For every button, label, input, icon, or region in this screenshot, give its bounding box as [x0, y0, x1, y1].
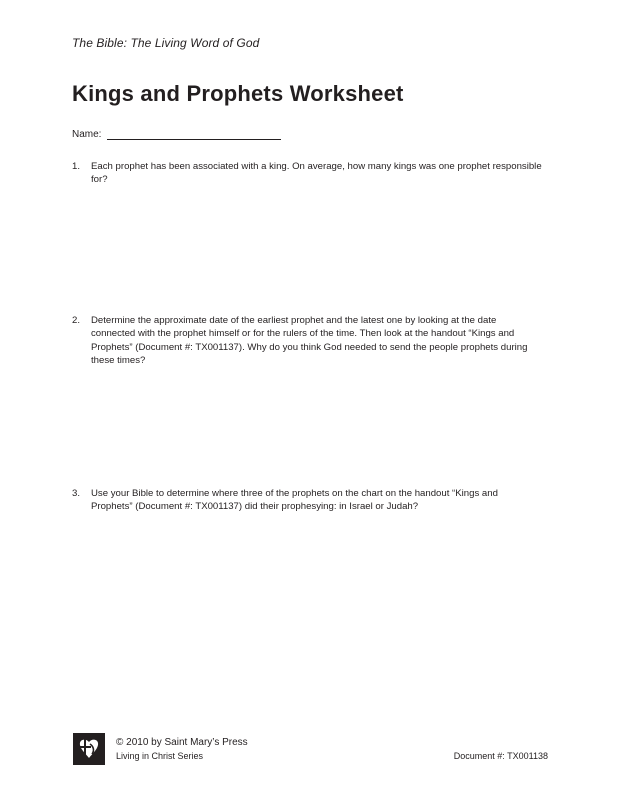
- question-number: 1.: [72, 161, 81, 172]
- question-1: [72, 160, 542, 187]
- worksheet-title: Kings and Prophets Worksheet: [72, 81, 404, 106]
- footer-copyright: © 2010 by Saint Mary’s Press: [116, 737, 248, 748]
- name-label: Name:: [72, 129, 102, 140]
- question-3: [72, 487, 542, 514]
- question-text: Each prophet has been associated with a king. On average, how many kings was one prophet responsible for?: [91, 161, 542, 186]
- question-number: 2.: [72, 315, 81, 326]
- footer-document-number: Document #: TX001138: [453, 751, 548, 761]
- question-text: Determine the approximate date of the earliest prophet and the latest one by looking at the date connected with the prophet himself or for the rulers of the time. Then look at the handout “Kings and Prophets” (Document #: TX001137). Why do you think God needed to send the people prophets during these times?: [91, 315, 528, 366]
- footer-series: Living in Christ Series: [116, 751, 204, 761]
- series-title: The Bible: The Living Word of God: [72, 36, 260, 50]
- question-text: Use your Bible to determine where three of the prophets on the chart on the handout “Kings and Prophets” (Document #: TX001137) did their prophesying: in Israel or Judah?: [91, 488, 498, 513]
- question-number: 3.: [72, 488, 81, 499]
- saint-marys-press-logo-icon: [73, 733, 105, 765]
- name-field: [72, 128, 281, 140]
- question-2: [72, 314, 542, 367]
- name-blank-line[interactable]: [107, 128, 281, 140]
